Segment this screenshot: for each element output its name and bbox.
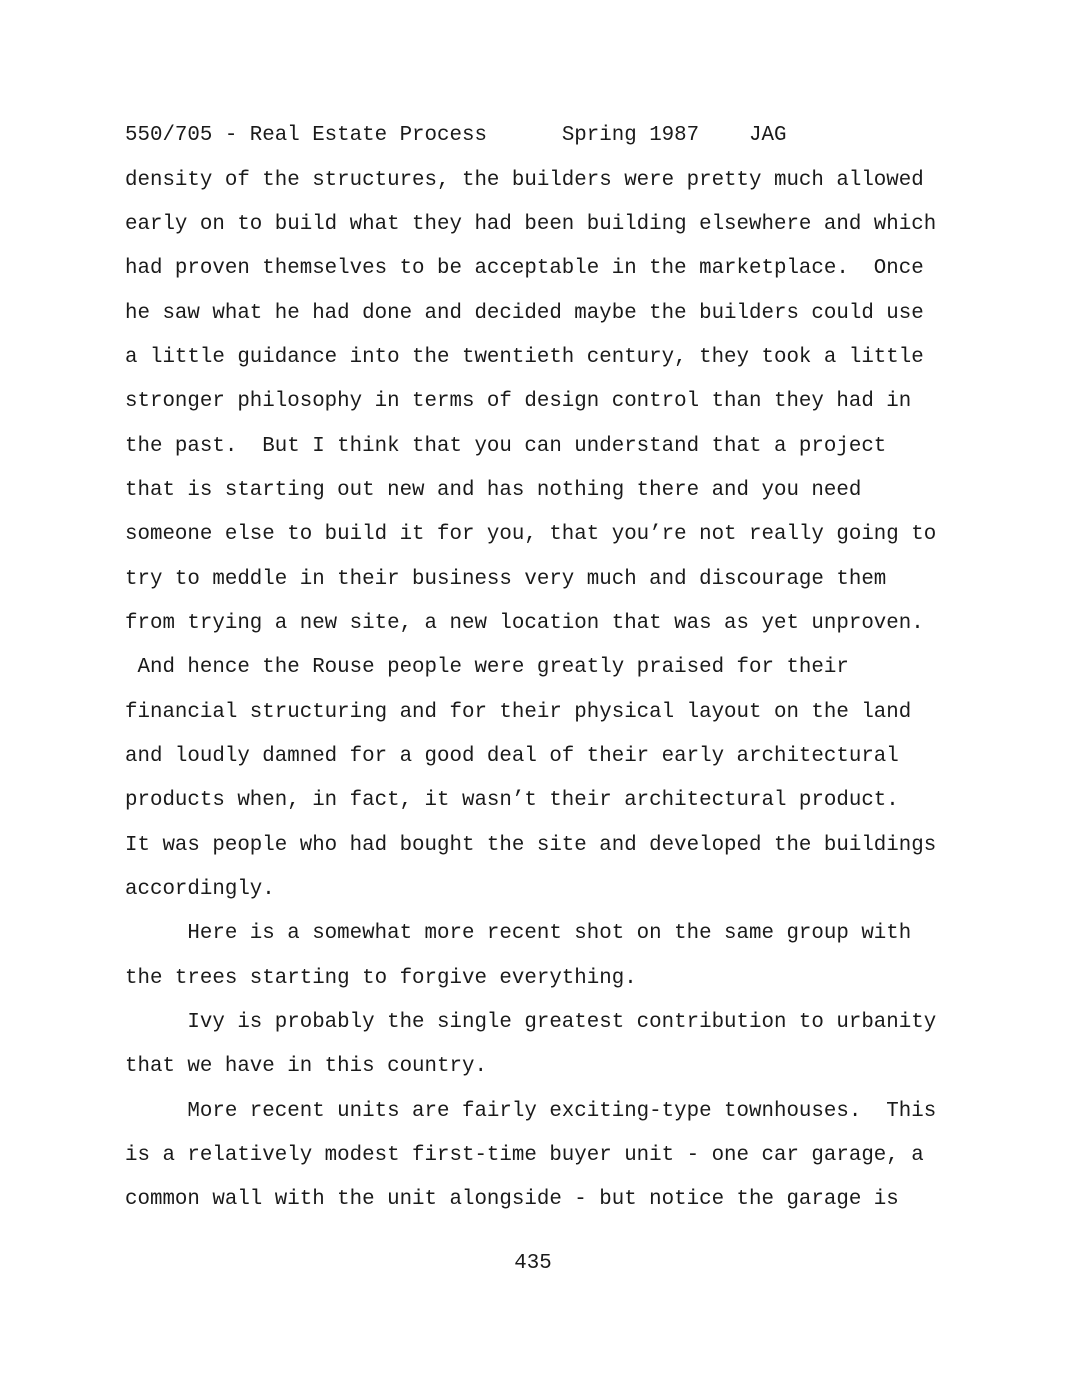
text-line: and loudly damned for a good deal of their early architectural — [125, 745, 899, 768]
text-line: It was people who had bought the site and developed the buildings — [125, 834, 937, 857]
page-number: 435 — [514, 1252, 552, 1275]
header-term: Spring 1987 — [561, 124, 700, 147]
text-line: try to meddle in their business very much and discourage them — [125, 568, 887, 591]
text-line: that we have in this country. — [125, 1055, 487, 1078]
text-line: early on to build what they had been building elsewhere and which — [125, 213, 937, 236]
text-line: that is starting out new and has nothing there and you need — [125, 479, 862, 502]
text-line: financial structuring and for their physical layout on the land — [125, 701, 912, 724]
text-line: products when, in fact, it wasn’t their architectural product. — [125, 789, 899, 812]
text-line: the past. But I think that you can understand that a project — [125, 435, 887, 458]
text-line: And hence the Rouse people were greatly praised for their — [125, 656, 849, 679]
text-line: had proven themselves to be acceptable in the marketplace. Once — [125, 257, 924, 280]
text-line: Ivy is probably the single greatest contribution to urbanity — [125, 1011, 937, 1034]
text-line: density of the structures, the builders were pretty much allowed — [125, 169, 924, 192]
text-line: is a relatively modest first-time buyer unit - one car garage, a — [125, 1144, 924, 1167]
text-line: common wall with the unit alongside - but notice the garage is — [125, 1188, 899, 1211]
text-line: the trees starting to forgive everything. — [125, 967, 637, 990]
text-line: More recent units are fairly exciting-type townhouses. This — [125, 1100, 937, 1123]
page-header — [125, 123, 787, 149]
text-line: a little guidance into the twentieth century, they took a little — [125, 346, 924, 369]
text-line: accordingly. — [125, 878, 275, 901]
text-line: from trying a new site, a new location that was as yet unproven. — [125, 612, 924, 635]
text-line: someone else to build it for you, that you’re not really going to — [125, 523, 937, 546]
text-line: he saw what he had done and decided maybe the builders could use — [125, 302, 924, 325]
header-course: 550/705 - Real Estate Process — [125, 124, 487, 147]
header-initials: JAG — [749, 124, 787, 147]
text-line: Here is a somewhat more recent shot on the same group with — [125, 922, 912, 945]
text-line: stronger philosophy in terms of design control than they had in — [125, 390, 912, 413]
